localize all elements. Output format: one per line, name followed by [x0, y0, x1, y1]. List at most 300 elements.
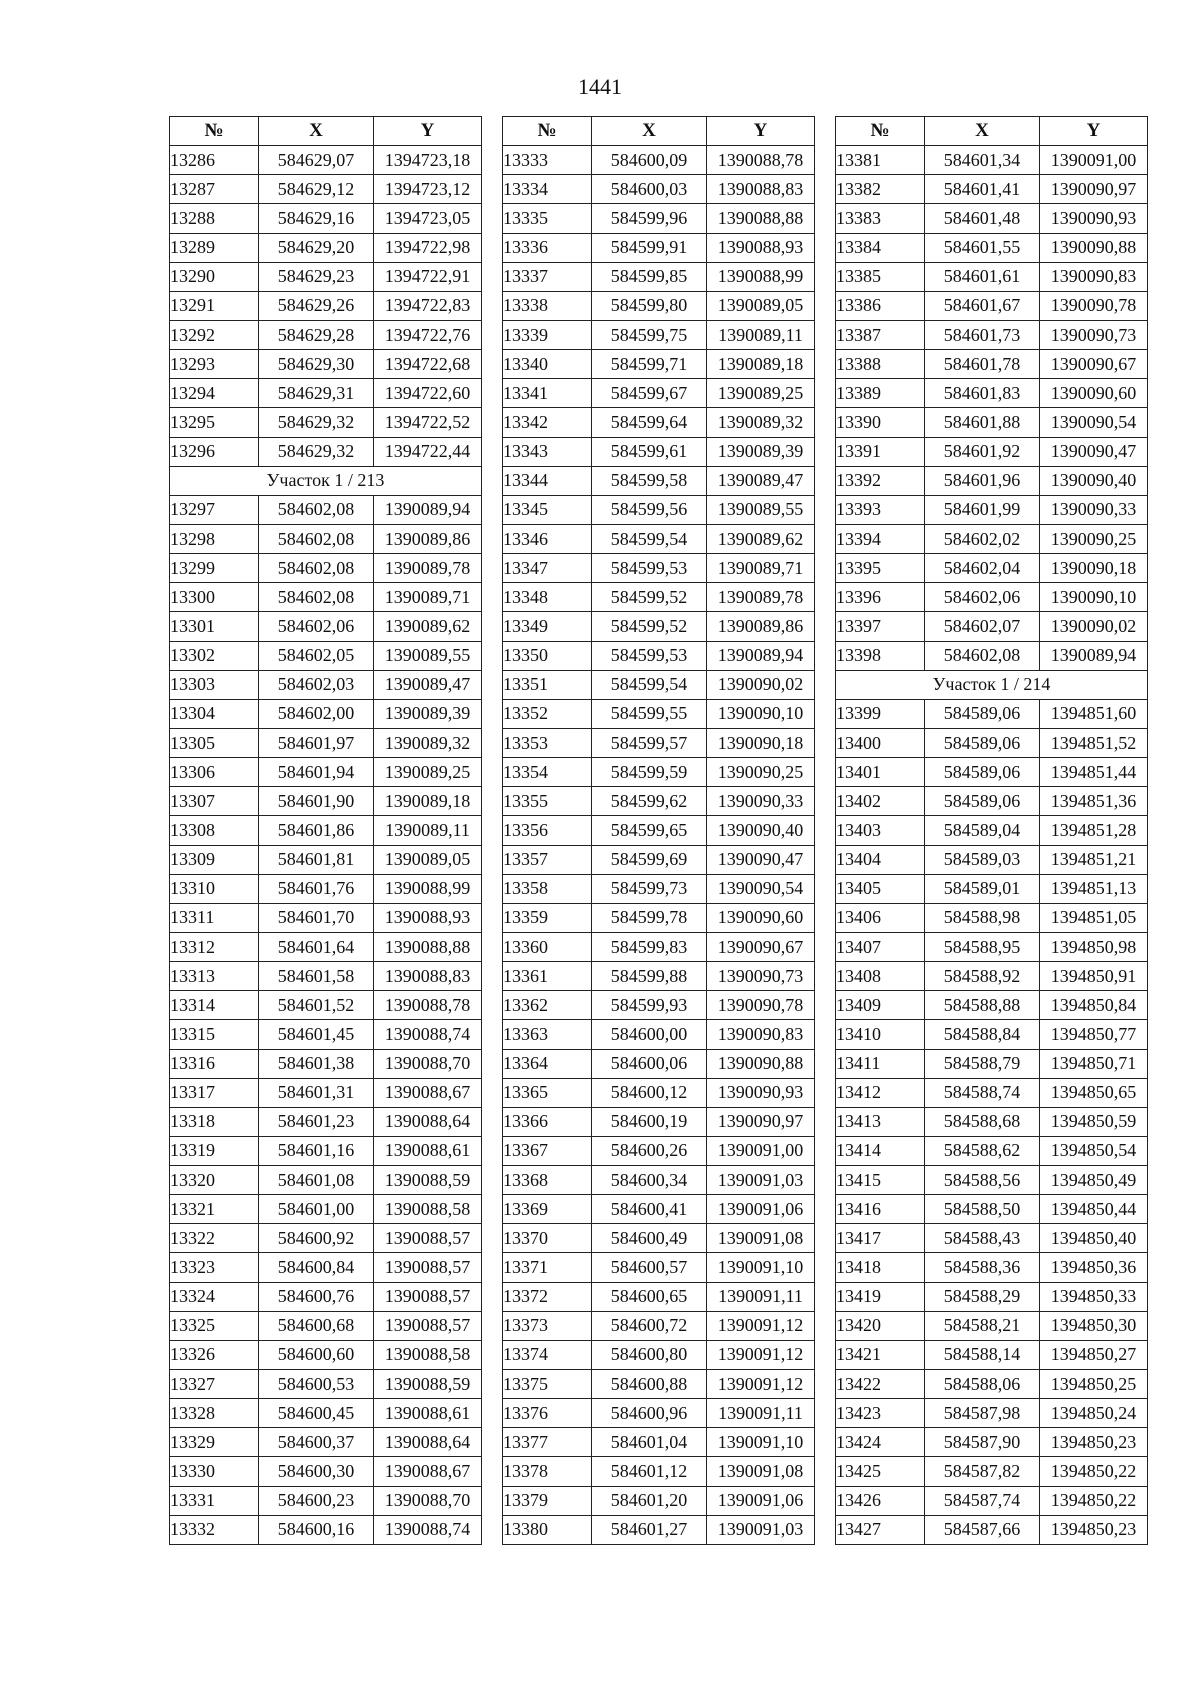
y-coordinate-cell: 1394850,49	[1040, 1166, 1148, 1195]
y-coordinate-cell: 1394851,36	[1040, 787, 1148, 816]
table-row	[170, 670, 482, 699]
y-coordinate-cell: 1390090,78	[1040, 291, 1148, 320]
y-coordinate-cell: 1390089,47	[707, 466, 815, 495]
x-coordinate-cell: 584602,08	[925, 641, 1040, 670]
x-coordinate-cell: 584600,03	[592, 175, 707, 204]
point-number-cell: 13418	[836, 1253, 925, 1282]
y-coordinate-cell: 1390090,18	[707, 728, 815, 757]
table-row	[170, 1428, 482, 1457]
point-number-cell: 13394	[836, 524, 925, 553]
point-number-cell: 13292	[170, 320, 259, 349]
point-number-cell: 13320	[170, 1166, 259, 1195]
table-row	[836, 1399, 1148, 1428]
y-coordinate-cell: 1390090,73	[1040, 320, 1148, 349]
x-coordinate-cell: 584588,68	[925, 1107, 1040, 1136]
y-coordinate-cell: 1394851,28	[1040, 816, 1148, 845]
point-number-cell: 13404	[836, 845, 925, 874]
x-coordinate-cell: 584601,90	[259, 787, 374, 816]
x-coordinate-cell: 584629,12	[259, 175, 374, 204]
y-coordinate-cell: 1390090,02	[1040, 612, 1148, 641]
x-coordinate-cell: 584601,08	[259, 1166, 374, 1195]
point-number-cell: 13324	[170, 1282, 259, 1311]
x-coordinate-cell: 584600,49	[592, 1224, 707, 1253]
x-coordinate-cell: 584600,57	[592, 1253, 707, 1282]
x-coordinate-cell: 584601,48	[925, 204, 1040, 233]
y-coordinate-cell: 1390088,70	[374, 1049, 482, 1078]
y-coordinate-cell: 1390089,25	[707, 379, 815, 408]
point-number-cell: 13399	[836, 699, 925, 728]
y-coordinate-cell: 1390090,60	[707, 903, 815, 932]
table-row	[503, 845, 815, 874]
y-coordinate-cell: 1390089,78	[707, 583, 815, 612]
x-coordinate-cell: 584600,19	[592, 1107, 707, 1136]
x-coordinate-cell: 584600,96	[592, 1399, 707, 1428]
point-number-cell: 13353	[503, 728, 592, 757]
point-number-cell: 13290	[170, 262, 259, 291]
y-coordinate-cell: 1390090,67	[707, 932, 815, 961]
y-coordinate-cell: 1390090,93	[707, 1078, 815, 1107]
y-coordinate-cell: 1394850,23	[1040, 1428, 1148, 1457]
table-row	[170, 233, 482, 262]
x-coordinate-cell: 584602,00	[259, 699, 374, 728]
x-coordinate-cell: 584588,84	[925, 1020, 1040, 1049]
table-header-row	[170, 117, 482, 146]
point-number-cell: 13385	[836, 262, 925, 291]
x-coordinate-cell: 584588,14	[925, 1340, 1040, 1369]
table-row	[170, 408, 482, 437]
x-coordinate-cell: 584588,74	[925, 1078, 1040, 1107]
y-coordinate-cell: 1390090,97	[707, 1107, 815, 1136]
x-coordinate-cell: 584601,83	[925, 379, 1040, 408]
point-number-cell: 13362	[503, 991, 592, 1020]
point-number-cell: 13313	[170, 962, 259, 991]
table-row	[836, 524, 1148, 553]
table-row	[836, 554, 1148, 583]
table-row	[836, 641, 1148, 670]
point-number-cell: 13302	[170, 641, 259, 670]
x-coordinate-cell: 584589,06	[925, 728, 1040, 757]
y-coordinate-cell: 1390090,33	[707, 787, 815, 816]
table-row	[170, 1457, 482, 1486]
x-coordinate-cell: 584599,55	[592, 699, 707, 728]
table-row	[503, 1020, 815, 1049]
table-row	[170, 845, 482, 874]
x-coordinate-cell: 584600,60	[259, 1340, 374, 1369]
y-coordinate-cell: 1390091,06	[707, 1195, 815, 1224]
x-coordinate-cell: 584599,54	[592, 524, 707, 553]
y-coordinate-cell: 1390088,78	[707, 146, 815, 175]
x-coordinate-cell: 584601,67	[925, 291, 1040, 320]
table-row	[503, 728, 815, 757]
y-coordinate-cell: 1390090,83	[1040, 262, 1148, 291]
y-coordinate-cell: 1394723,12	[374, 175, 482, 204]
x-coordinate-cell: 584589,04	[925, 816, 1040, 845]
x-coordinate-cell: 584629,20	[259, 233, 374, 262]
y-coordinate-cell: 1390088,58	[374, 1195, 482, 1224]
y-coordinate-cell: 1390089,62	[707, 524, 815, 553]
table-row	[836, 350, 1148, 379]
y-coordinate-cell: 1394851,05	[1040, 903, 1148, 932]
x-coordinate-cell: 584600,06	[592, 1049, 707, 1078]
point-number-cell: 13361	[503, 962, 592, 991]
table-row	[836, 320, 1148, 349]
y-coordinate-cell: 1390089,47	[374, 670, 482, 699]
x-coordinate-cell: 584601,78	[925, 350, 1040, 379]
table-row	[836, 1486, 1148, 1515]
point-number-cell: 13390	[836, 408, 925, 437]
x-coordinate-cell: 584602,08	[259, 554, 374, 583]
y-coordinate-cell: 1394850,33	[1040, 1282, 1148, 1311]
table-row	[836, 1515, 1148, 1544]
x-coordinate-cell: 584629,31	[259, 379, 374, 408]
point-number-cell: 13410	[836, 1020, 925, 1049]
y-coordinate-cell: 1394850,36	[1040, 1253, 1148, 1282]
point-number-cell: 13291	[170, 291, 259, 320]
x-coordinate-cell: 584629,28	[259, 320, 374, 349]
y-coordinate-cell: 1390088,61	[374, 1136, 482, 1165]
y-coordinate-cell: 1394850,22	[1040, 1486, 1148, 1515]
y-coordinate-cell: 1390091,08	[707, 1224, 815, 1253]
y-coordinate-cell: 1390088,58	[374, 1340, 482, 1369]
table-row	[170, 612, 482, 641]
y-coordinate-cell: 1390090,10	[707, 699, 815, 728]
section-title: Участок 1 / 213	[170, 466, 482, 495]
y-coordinate-cell: 1390090,18	[1040, 554, 1148, 583]
y-coordinate-cell: 1390088,61	[374, 1399, 482, 1428]
x-coordinate-cell: 584601,96	[925, 466, 1040, 495]
y-coordinate-cell: 1390091,10	[707, 1253, 815, 1282]
point-number-cell: 13397	[836, 612, 925, 641]
x-coordinate-cell: 584588,50	[925, 1195, 1040, 1224]
point-number-cell: 13412	[836, 1078, 925, 1107]
y-coordinate-cell: 1390090,93	[1040, 204, 1148, 233]
table-row	[170, 524, 482, 553]
table-row	[836, 1457, 1148, 1486]
point-number-cell: 13322	[170, 1224, 259, 1253]
y-coordinate-cell: 1390089,32	[374, 728, 482, 757]
point-number-cell: 13391	[836, 437, 925, 466]
table-row	[503, 1136, 815, 1165]
x-coordinate-cell: 584588,29	[925, 1282, 1040, 1311]
point-number-cell: 13374	[503, 1340, 592, 1369]
table-row	[503, 1224, 815, 1253]
x-coordinate-cell: 584587,82	[925, 1457, 1040, 1486]
point-number-cell: 13298	[170, 524, 259, 553]
y-coordinate-cell: 1390088,83	[374, 962, 482, 991]
table-row	[170, 1399, 482, 1428]
table-row	[503, 787, 815, 816]
point-number-cell: 13342	[503, 408, 592, 437]
y-coordinate-cell: 1390088,99	[374, 874, 482, 903]
coordinates-table-2	[502, 116, 815, 1545]
x-coordinate-cell: 584601,61	[925, 262, 1040, 291]
table-row	[836, 262, 1148, 291]
point-number-cell: 13307	[170, 787, 259, 816]
y-coordinate-cell: 1394722,44	[374, 437, 482, 466]
x-coordinate-cell: 584602,06	[259, 612, 374, 641]
x-coordinate-cell: 584599,53	[592, 641, 707, 670]
x-coordinate-cell: 584599,52	[592, 612, 707, 641]
y-coordinate-cell: 1390089,78	[374, 554, 482, 583]
y-coordinate-cell: 1390090,10	[1040, 583, 1148, 612]
table-row	[170, 1370, 482, 1399]
y-coordinate-cell: 1390089,39	[374, 699, 482, 728]
table-row	[503, 262, 815, 291]
x-coordinate-cell: 584600,00	[592, 1020, 707, 1049]
x-coordinate-cell: 584599,75	[592, 320, 707, 349]
table-row	[503, 1486, 815, 1515]
y-coordinate-cell: 1394850,59	[1040, 1107, 1148, 1136]
point-number-cell: 13384	[836, 233, 925, 262]
point-number-cell: 13344	[503, 466, 592, 495]
y-coordinate-cell: 1394850,98	[1040, 932, 1148, 961]
y-coordinate-cell: 1394722,76	[374, 320, 482, 349]
table-row	[836, 1311, 1148, 1340]
x-coordinate-cell: 584601,41	[925, 175, 1040, 204]
x-coordinate-cell: 584587,74	[925, 1486, 1040, 1515]
x-coordinate-cell: 584589,06	[925, 758, 1040, 787]
x-coordinate-cell: 584601,97	[259, 728, 374, 757]
point-number-cell: 13380	[503, 1515, 592, 1544]
x-coordinate-cell: 584599,71	[592, 350, 707, 379]
table-row	[170, 874, 482, 903]
table-row	[503, 816, 815, 845]
table-row	[503, 1370, 815, 1399]
y-coordinate-cell: 1394850,23	[1040, 1515, 1148, 1544]
point-number-cell: 13398	[836, 641, 925, 670]
y-coordinate-cell: 1390088,83	[707, 175, 815, 204]
x-coordinate-cell: 584602,02	[925, 524, 1040, 553]
x-coordinate-cell: 584600,26	[592, 1136, 707, 1165]
y-coordinate-cell: 1390088,67	[374, 1457, 482, 1486]
point-number-cell: 13377	[503, 1428, 592, 1457]
table-row	[836, 816, 1148, 845]
table-row	[503, 1515, 815, 1544]
table-row	[170, 350, 482, 379]
point-number-cell: 13422	[836, 1370, 925, 1399]
table-row	[503, 1399, 815, 1428]
point-number-cell: 13358	[503, 874, 592, 903]
point-number-cell: 13327	[170, 1370, 259, 1399]
x-coordinate-cell: 584601,73	[925, 320, 1040, 349]
point-number-cell: 13311	[170, 903, 259, 932]
x-coordinate-cell: 584629,26	[259, 291, 374, 320]
y-coordinate-cell: 1394851,21	[1040, 845, 1148, 874]
table-row	[503, 233, 815, 262]
y-coordinate-cell: 1390089,32	[707, 408, 815, 437]
y-coordinate-cell: 1390091,06	[707, 1486, 815, 1515]
point-number-cell: 13351	[503, 670, 592, 699]
y-coordinate-cell: 1394723,05	[374, 204, 482, 233]
table-row	[503, 379, 815, 408]
x-coordinate-cell: 584588,06	[925, 1370, 1040, 1399]
point-number-cell: 13355	[503, 787, 592, 816]
table-row	[170, 641, 482, 670]
point-number-cell: 13352	[503, 699, 592, 728]
point-number-cell: 13294	[170, 379, 259, 408]
table-row	[503, 670, 815, 699]
section-row	[836, 670, 1148, 699]
point-number-cell: 13403	[836, 816, 925, 845]
y-coordinate-cell: 1390088,78	[374, 991, 482, 1020]
x-coordinate-cell: 584601,64	[259, 932, 374, 961]
table-row	[170, 1166, 482, 1195]
table-row	[503, 612, 815, 641]
table-row	[836, 1078, 1148, 1107]
y-coordinate-cell: 1390088,93	[707, 233, 815, 262]
table-row	[170, 1195, 482, 1224]
y-coordinate-cell: 1394850,65	[1040, 1078, 1148, 1107]
x-coordinate-cell: 584589,06	[925, 787, 1040, 816]
y-coordinate-cell: 1390088,70	[374, 1486, 482, 1515]
table-row	[503, 932, 815, 961]
x-coordinate-cell: 584601,27	[592, 1515, 707, 1544]
point-number-cell: 13289	[170, 233, 259, 262]
x-coordinate-cell: 584599,61	[592, 437, 707, 466]
point-number-cell: 13373	[503, 1311, 592, 1340]
y-coordinate-cell: 1394850,71	[1040, 1049, 1148, 1078]
table-row	[836, 728, 1148, 757]
y-coordinate-cell: 1390089,86	[374, 524, 482, 553]
point-number-cell: 13306	[170, 758, 259, 787]
header-number: №	[170, 117, 259, 146]
y-coordinate-cell: 1390090,54	[707, 874, 815, 903]
table-row	[503, 1049, 815, 1078]
table-row	[836, 233, 1148, 262]
y-coordinate-cell: 1390089,71	[374, 583, 482, 612]
x-coordinate-cell: 584601,12	[592, 1457, 707, 1486]
y-coordinate-cell: 1394850,77	[1040, 1020, 1148, 1049]
x-coordinate-cell: 584588,43	[925, 1224, 1040, 1253]
point-number-cell: 13340	[503, 350, 592, 379]
x-coordinate-cell: 584600,16	[259, 1515, 374, 1544]
x-coordinate-cell: 584601,52	[259, 991, 374, 1020]
y-coordinate-cell: 1390091,12	[707, 1370, 815, 1399]
y-coordinate-cell: 1390091,11	[707, 1399, 815, 1428]
x-coordinate-cell: 584602,05	[259, 641, 374, 670]
y-coordinate-cell: 1390089,39	[707, 437, 815, 466]
table-row	[836, 903, 1148, 932]
point-number-cell: 13345	[503, 495, 592, 524]
table-row	[170, 758, 482, 787]
x-coordinate-cell: 584602,06	[925, 583, 1040, 612]
table-row	[503, 291, 815, 320]
point-number-cell: 13360	[503, 932, 592, 961]
y-coordinate-cell: 1390091,12	[707, 1340, 815, 1369]
point-number-cell: 13408	[836, 962, 925, 991]
point-number-cell: 13396	[836, 583, 925, 612]
coordinates-table-1	[169, 116, 482, 1545]
y-coordinate-cell: 1394722,98	[374, 233, 482, 262]
table-row	[836, 1428, 1148, 1457]
table-row	[836, 1340, 1148, 1369]
point-number-cell: 13312	[170, 932, 259, 961]
table-row	[170, 1224, 482, 1253]
table-row	[170, 903, 482, 932]
point-number-cell: 13334	[503, 175, 592, 204]
x-coordinate-cell: 584599,56	[592, 495, 707, 524]
table-row	[170, 379, 482, 408]
point-number-cell: 13297	[170, 495, 259, 524]
y-coordinate-cell: 1394851,44	[1040, 758, 1148, 787]
point-number-cell: 13315	[170, 1020, 259, 1049]
point-number-cell: 13339	[503, 320, 592, 349]
table-row	[503, 962, 815, 991]
x-coordinate-cell: 584629,30	[259, 350, 374, 379]
x-coordinate-cell: 584601,00	[259, 1195, 374, 1224]
x-coordinate-cell: 584599,58	[592, 466, 707, 495]
point-number-cell: 13341	[503, 379, 592, 408]
point-number-cell: 13328	[170, 1399, 259, 1428]
x-coordinate-cell: 584600,84	[259, 1253, 374, 1282]
point-number-cell: 13388	[836, 350, 925, 379]
x-coordinate-cell: 584601,86	[259, 816, 374, 845]
x-coordinate-cell: 584589,06	[925, 699, 1040, 728]
y-coordinate-cell: 1390089,55	[707, 495, 815, 524]
table-row	[836, 146, 1148, 175]
y-coordinate-cell: 1390089,94	[1040, 641, 1148, 670]
x-coordinate-cell: 584600,76	[259, 1282, 374, 1311]
table-row	[170, 1515, 482, 1544]
x-coordinate-cell: 584588,79	[925, 1049, 1040, 1078]
point-number-cell: 13319	[170, 1136, 259, 1165]
table-row	[503, 1340, 815, 1369]
point-number-cell: 13425	[836, 1457, 925, 1486]
point-number-cell: 13329	[170, 1428, 259, 1457]
table-row	[836, 1136, 1148, 1165]
point-number-cell: 13343	[503, 437, 592, 466]
table-row	[836, 612, 1148, 641]
x-coordinate-cell: 584601,16	[259, 1136, 374, 1165]
x-coordinate-cell: 584589,01	[925, 874, 1040, 903]
point-number-cell: 13407	[836, 932, 925, 961]
x-coordinate-cell: 584601,99	[925, 495, 1040, 524]
y-coordinate-cell: 1394851,13	[1040, 874, 1148, 903]
y-coordinate-cell: 1390088,74	[374, 1515, 482, 1544]
x-coordinate-cell: 584600,41	[592, 1195, 707, 1224]
y-coordinate-cell: 1394850,44	[1040, 1195, 1148, 1224]
point-number-cell: 13359	[503, 903, 592, 932]
table-row	[503, 320, 815, 349]
x-coordinate-cell: 584601,94	[259, 758, 374, 787]
table-row	[503, 1311, 815, 1340]
y-coordinate-cell: 1390088,74	[374, 1020, 482, 1049]
point-number-cell: 13330	[170, 1457, 259, 1486]
x-coordinate-cell: 584588,56	[925, 1166, 1040, 1195]
x-coordinate-cell: 584588,88	[925, 991, 1040, 1020]
table-row	[836, 1282, 1148, 1311]
point-number-cell: 13366	[503, 1107, 592, 1136]
x-coordinate-cell: 584587,98	[925, 1399, 1040, 1428]
point-number-cell: 13365	[503, 1078, 592, 1107]
x-coordinate-cell: 584588,95	[925, 932, 1040, 961]
y-coordinate-cell: 1390088,57	[374, 1253, 482, 1282]
point-number-cell: 13369	[503, 1195, 592, 1224]
point-number-cell: 13392	[836, 466, 925, 495]
point-number-cell: 13321	[170, 1195, 259, 1224]
y-coordinate-cell: 1394850,22	[1040, 1457, 1148, 1486]
y-coordinate-cell: 1390089,18	[707, 350, 815, 379]
y-coordinate-cell: 1390090,88	[707, 1049, 815, 1078]
point-number-cell: 13371	[503, 1253, 592, 1282]
table-row	[836, 495, 1148, 524]
table-row	[503, 554, 815, 583]
table-row	[836, 699, 1148, 728]
header-number: №	[503, 117, 592, 146]
point-number-cell: 13301	[170, 612, 259, 641]
point-number-cell: 13326	[170, 1340, 259, 1369]
point-number-cell: 13338	[503, 291, 592, 320]
